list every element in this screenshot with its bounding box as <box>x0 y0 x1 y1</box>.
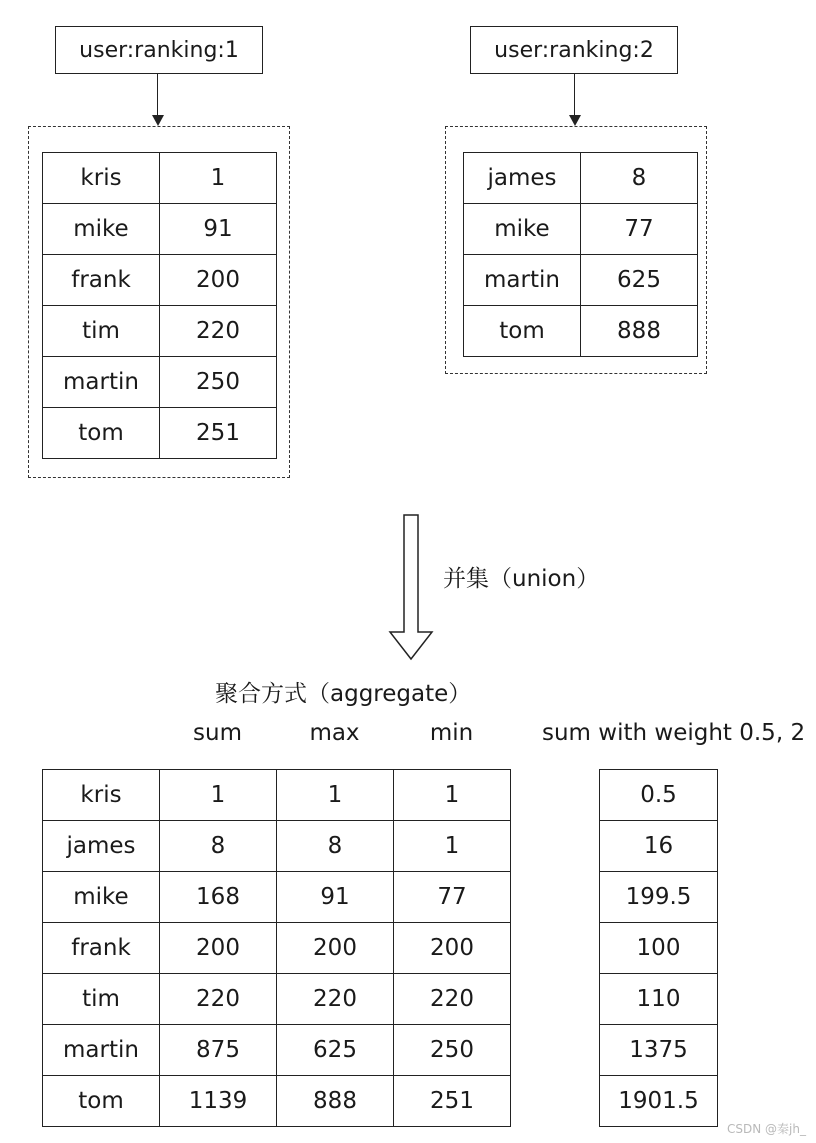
result-row <box>43 1025 511 1076</box>
set2-row <box>464 255 698 306</box>
result-member-cell: james <box>43 821 160 872</box>
set1-score-cell: 91 <box>160 204 277 255</box>
column-label-max: max <box>309 720 360 746</box>
result-score-cell: 220 <box>277 974 394 1025</box>
set1-score-cell: 200 <box>160 255 277 306</box>
result-score-cell: 1 <box>277 770 394 821</box>
set2-score-cell: 625 <box>581 255 698 306</box>
weighted-row <box>600 770 718 821</box>
column-label-weighted: sum with weight 0.5, 2 <box>542 720 806 746</box>
weighted-score-cell: 1901.5 <box>600 1076 718 1127</box>
set2-member-cell: martin <box>464 255 581 306</box>
set2-score-cell: 77 <box>581 204 698 255</box>
result-member-cell: martin <box>43 1025 160 1076</box>
result-row <box>43 770 511 821</box>
weighted-score-cell: 0.5 <box>600 770 718 821</box>
result-member-cell: tim <box>43 974 160 1025</box>
set2-row <box>464 306 698 357</box>
result-score-cell: 875 <box>160 1025 277 1076</box>
set1-row <box>43 153 277 204</box>
weighted-table <box>599 769 718 1127</box>
set1-row <box>43 357 277 408</box>
arrow-down-icon <box>569 115 581 126</box>
weighted-score-cell: 100 <box>600 923 718 974</box>
set2-score-cell: 8 <box>581 153 698 204</box>
result-score-cell: 77 <box>394 872 511 923</box>
key-box-ranking-1 <box>55 26 263 74</box>
set1-score-cell: 251 <box>160 408 277 459</box>
set-table-1 <box>42 152 277 459</box>
set1-member-cell: mike <box>43 204 160 255</box>
set2-row <box>464 204 698 255</box>
key-box-ranking-2 <box>470 26 678 74</box>
set1-row <box>43 204 277 255</box>
arrow-line-2 <box>574 74 575 116</box>
result-row <box>43 1076 511 1127</box>
set-table-2 <box>463 152 698 357</box>
result-score-cell: 625 <box>277 1025 394 1076</box>
set2-member-cell: tom <box>464 306 581 357</box>
result-score-cell: 1139 <box>160 1076 277 1127</box>
result-row <box>43 974 511 1025</box>
column-label-min: min <box>429 720 474 746</box>
result-row <box>43 821 511 872</box>
set1-row <box>43 408 277 459</box>
result-score-cell: 200 <box>394 923 511 974</box>
weighted-score-cell: 16 <box>600 821 718 872</box>
set1-row <box>43 255 277 306</box>
result-score-cell: 1 <box>160 770 277 821</box>
result-score-cell: 250 <box>394 1025 511 1076</box>
result-score-cell: 251 <box>394 1076 511 1127</box>
result-score-cell: 200 <box>277 923 394 974</box>
set2-row <box>464 153 698 204</box>
result-score-cell: 220 <box>160 974 277 1025</box>
result-score-cell: 1 <box>394 821 511 872</box>
operation-label: 并集（union） <box>443 566 600 592</box>
weighted-row <box>600 872 718 923</box>
arrow-down-icon <box>152 115 164 126</box>
arrow-line-1 <box>157 74 158 116</box>
weighted-score-cell: 1375 <box>600 1025 718 1076</box>
result-score-cell: 8 <box>160 821 277 872</box>
result-score-cell: 220 <box>394 974 511 1025</box>
set1-member-cell: martin <box>43 357 160 408</box>
result-member-cell: tom <box>43 1076 160 1127</box>
result-score-cell: 8 <box>277 821 394 872</box>
weighted-score-cell: 199.5 <box>600 872 718 923</box>
result-score-cell: 91 <box>277 872 394 923</box>
result-row <box>43 923 511 974</box>
set1-row <box>43 306 277 357</box>
set1-member-cell: tim <box>43 306 160 357</box>
weighted-row <box>600 821 718 872</box>
result-score-cell: 200 <box>160 923 277 974</box>
weighted-row <box>600 974 718 1025</box>
set1-score-cell: 1 <box>160 153 277 204</box>
result-member-cell: frank <box>43 923 160 974</box>
set2-score-cell: 888 <box>581 306 698 357</box>
key-label-ranking-2: user:ranking:2 <box>494 37 654 63</box>
result-member-cell: kris <box>43 770 160 821</box>
key-label-ranking-1: user:ranking:1 <box>79 37 239 63</box>
weighted-row <box>600 1076 718 1127</box>
set1-member-cell: kris <box>43 153 160 204</box>
result-score-cell: 888 <box>277 1076 394 1127</box>
set1-score-cell: 220 <box>160 306 277 357</box>
set1-score-cell: 250 <box>160 357 277 408</box>
union-arrow-icon <box>388 514 436 662</box>
weighted-row <box>600 1025 718 1076</box>
result-score-cell: 1 <box>394 770 511 821</box>
column-label-sum: sum <box>193 720 242 746</box>
result-score-cell: 168 <box>160 872 277 923</box>
set2-member-cell: mike <box>464 204 581 255</box>
watermark: CSDN @秦jh_ <box>727 1122 806 1136</box>
set1-member-cell: tom <box>43 408 160 459</box>
weighted-score-cell: 110 <box>600 974 718 1025</box>
set1-member-cell: frank <box>43 255 160 306</box>
set2-member-cell: james <box>464 153 581 204</box>
result-table <box>42 769 511 1127</box>
aggregate-label: 聚合方式（aggregate） <box>215 681 472 707</box>
result-member-cell: mike <box>43 872 160 923</box>
weighted-row <box>600 923 718 974</box>
result-row <box>43 872 511 923</box>
